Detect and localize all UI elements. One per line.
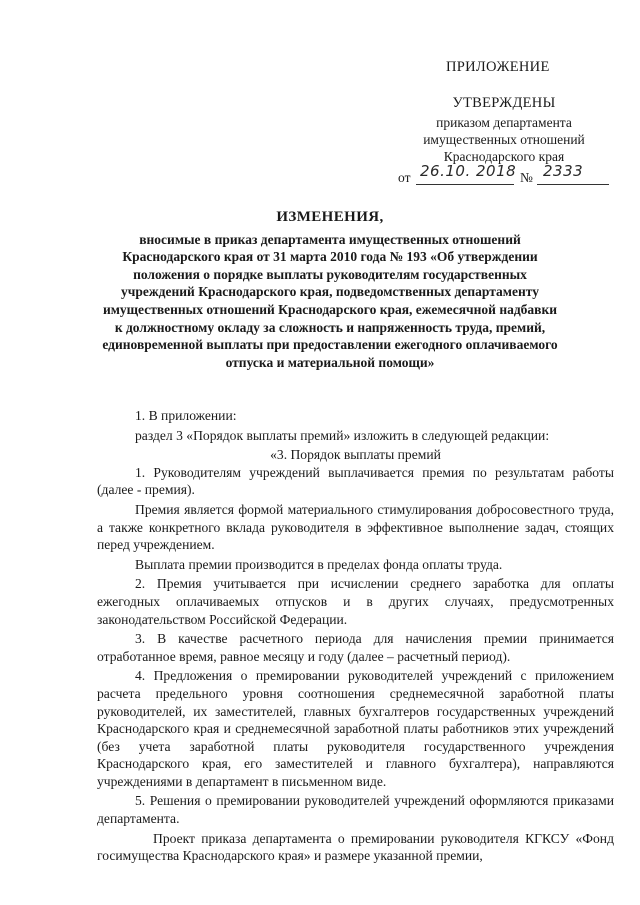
- date-prefix: от: [398, 170, 411, 185]
- document-body: [97, 407, 614, 867]
- heading-line: к должностному окладу за сложность и напряженность труда, премий,: [114, 319, 546, 335]
- paragraph: 2. Премия учитывается при исчислении среднего заработка для оплаты ежегодных оплачиваемых отпусков и в других случаях, предусмотренных законодательством Российской Федерации.: [97, 576, 614, 627]
- heading-title: ИЗМЕНЕНИЯ,: [276, 209, 384, 225]
- document-heading: [60, 209, 600, 371]
- heading-line: имущественных отношений Краснодарского края, ежемесячной надбавки: [102, 301, 558, 317]
- heading-line: Краснодарского края от 31 марта 2010 года № 193 «Об утверждении: [122, 249, 538, 265]
- paragraph: Выплата премии производится в пределах фонда оплаты труда.: [135, 556, 503, 572]
- approval-line: приказом департамента: [436, 115, 572, 130]
- number-underline: [537, 184, 609, 185]
- approval-date-line: [395, 162, 613, 187]
- date-underline: [416, 184, 514, 185]
- approval-line: имущественных отношений: [423, 132, 585, 147]
- paragraph: 1. Руководителям учреждений выплачивается премия по результатам работы (далее - премия).: [97, 464, 614, 498]
- heading-line: учреждений Краснодарского края, подведомственных департаменту: [121, 284, 539, 300]
- approval-block: [395, 95, 613, 187]
- heading-line: отпуска и материальной помощи»: [225, 354, 435, 370]
- paragraph: 3. В качестве расчетного периода для начисления премии принимается отработанное время, равное месяцу и году (далее – расчетный период).: [97, 631, 614, 664]
- approval-title: УТВЕРЖДЕНЫ: [452, 95, 556, 111]
- paragraph: 1. В приложении:: [135, 408, 237, 423]
- paragraph: Проект приказа департамента о премировании руководителя КГКСУ «Фонд госимущества Краснодарского края» и размере указанной премии,: [97, 830, 614, 864]
- paragraph: раздел 3 «Порядок выплаты премий» изложить в следующей редакции:: [135, 427, 550, 443]
- handwritten-number: 2333: [543, 162, 584, 180]
- paragraph: 4. Предложения о премировании руководителей учреждений с приложением расчета предельного уровня соотношения среднемесячной заработной платы руководителей, их заместителей, главных бухгалтеров государственных учреждений Краснодарского края и среднемесячной заработной платы работников этих учреждений (без учета заработной платы руководителя государственного учреждения Краснодарского края, его заместителей и главного бухгалтера), направляются учреждениями в департамент в письменном виде.: [97, 668, 614, 789]
- paragraph: 5. Решения о премировании руководителей учреждений оформляются приказами департамента.: [97, 793, 614, 827]
- heading-line: единовременной выплаты при предоставлении ежегодного оплачиваемого: [102, 337, 558, 353]
- paragraph: Премия является формой материального стимулирования добросовестного труда, а также конкретного вклада руководителя в эффективное выполнение задач, стоящих перед учреждением.: [97, 501, 614, 553]
- approval-line: Краснодарского края: [443, 149, 565, 164]
- heading-line: вносимые в приказ департамента имущественных отношений: [139, 231, 521, 247]
- number-prefix: №: [520, 170, 533, 185]
- handwritten-date: 26.10. 2018: [420, 162, 517, 180]
- heading-line: положения о порядке выплаты руководителям государственных: [133, 266, 527, 282]
- section-title: «3. Порядок выплаты премий: [270, 447, 441, 463]
- appendix-label: ПРИЛОЖЕНИЕ: [446, 59, 550, 75]
